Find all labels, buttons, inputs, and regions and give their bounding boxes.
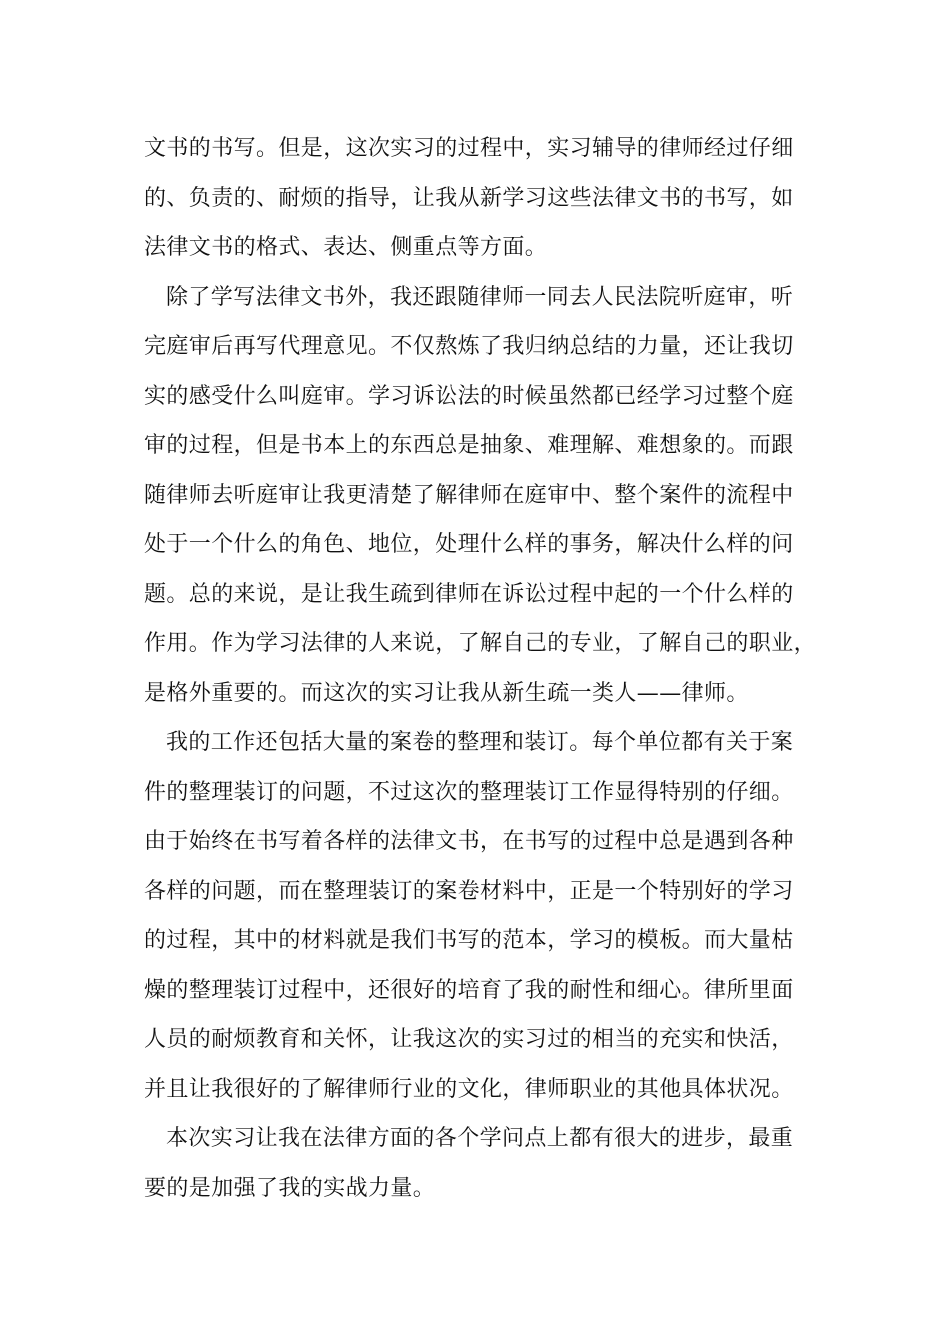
text-line: 完庭审后再写代理意见。不仅熬炼了我归纳总结的力量，还让我切 xyxy=(144,334,794,359)
document-body xyxy=(144,124,824,1213)
text-line: 要的是加强了我的实战力量。 xyxy=(144,1175,436,1201)
text-line: 处于一个什么的角色、地位，处理什么样的事务，解决什么样的问 xyxy=(144,532,794,557)
text-line: 随律师去听庭审让我更清楚了解律师在庭审中、整个案件的流程中 xyxy=(144,482,794,508)
text-line: 题。总的来说，是让我生疏到律师在诉讼过程中起的一个什么样的 xyxy=(144,581,794,607)
text-line: 的、负责的、耐烦的指导，让我从新学习这些法律文书的书写，如 xyxy=(144,185,794,211)
text-line: 人员的耐烦教育和关怀，让我这次的实习过的相当的充实和快活， xyxy=(144,1027,794,1052)
text-line: 文书的书写。但是，这次实习的过程中，实习辅导的律师经过仔细 xyxy=(144,136,794,161)
paragraph-first-line: 除了学写法律文书外，我还跟随律师一同去人民法院听庭审，听 xyxy=(166,284,794,310)
text-line: 由于始终在书写着各样的法律文书，在书写的过程中总是遇到各种 xyxy=(144,829,794,854)
text-line: 各样的问题，而在整理装订的案卷材料中，正是一个特别好的学习 xyxy=(144,878,794,904)
text-line: 燥的整理装订过程中，还很好的培育了我的耐性和细心。律所里面 xyxy=(144,977,794,1003)
text-line: 实的感受什么叫庭审。学习诉讼法的时候虽然都已经学习过整个庭 xyxy=(144,383,794,409)
text-line: 并且让我很好的了解律师行业的文化，律师职业的其他具体状况。 xyxy=(144,1076,794,1102)
text-line: 审的过程，但是书本上的东西总是抽象、难理解、难想象的。而跟 xyxy=(144,433,794,458)
text-line: 的过程，其中的材料就是我们书写的范本，学习的模板。而大量枯 xyxy=(144,928,794,953)
text-line: 是格外重要的。而这次的实习让我从新生疏一类人——律师。 xyxy=(144,680,749,706)
text-line: 法律文书的格式、表达、侧重点等方面。 xyxy=(144,235,548,260)
paragraph-first-line: 我的工作还包括大量的案卷的整理和装订。每个单位都有关于案 xyxy=(166,730,794,755)
text-line: 件的整理装订的问题，不过这次的整理装订工作显得特别的仔细。 xyxy=(144,779,794,805)
paragraph-first-line: 本次实习让我在法律方面的各个学问点上都有很大的进步，最重 xyxy=(166,1126,794,1151)
text-line: 作用。作为学习法律的人来说，了解自己的专业，了解自己的职业， xyxy=(144,631,817,656)
